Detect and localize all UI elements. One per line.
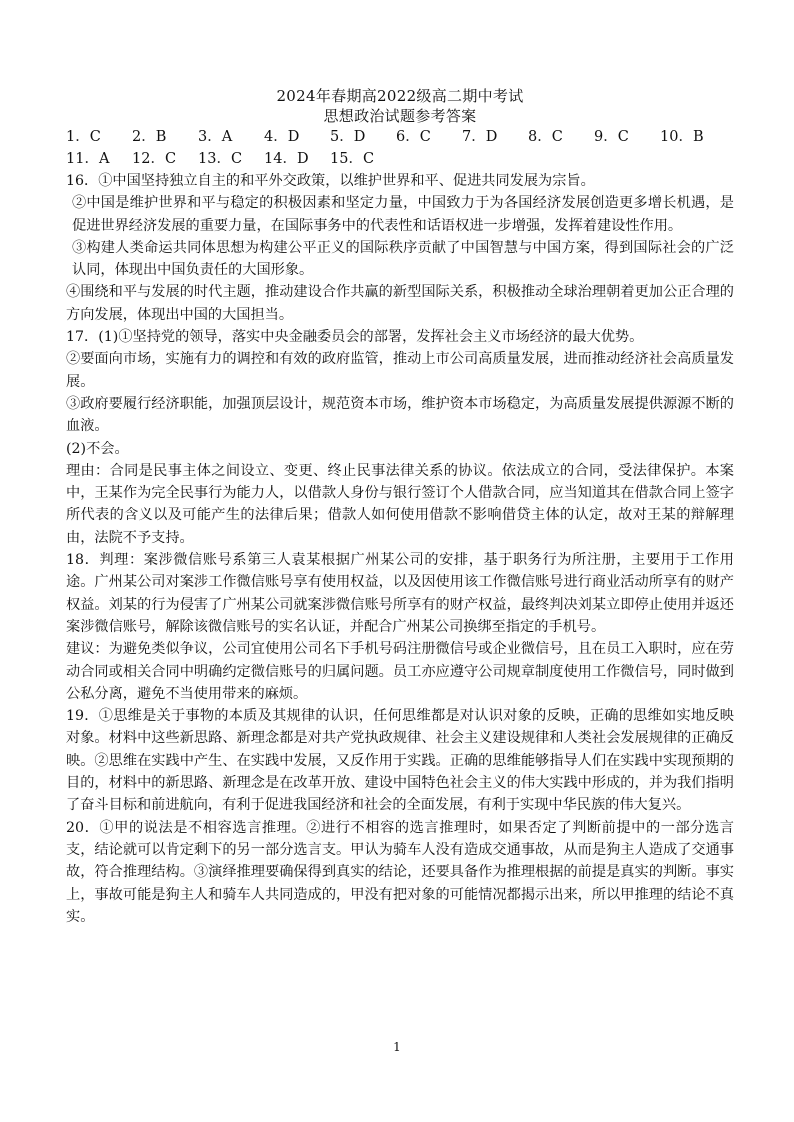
answer-item: 2．B <box>132 129 167 145</box>
answer-item: 8．C <box>528 129 563 145</box>
document-subtitle: 思想政治试题参考答案 <box>323 107 477 125</box>
answer-item: 13．C <box>198 151 243 167</box>
q17-reason: 理由：合同是民事主体之间设立、变更、终止民事法律关系的协议。依法成立的合同，受法律保护。本案中，王某作为完全民事行为能力人，以借款人身份与银行签订个人借款合同，应当知道其在借款合同上签字所代表的含义以及可能产生的法律后果；借款人如何使用借款不影响借贷主体的认定，故对王某的辩解理由，法院不予支持。 <box>66 462 734 546</box>
multiple-choice-answers-row-1 <box>66 126 734 148</box>
answer-item: 15．C <box>330 151 375 167</box>
q16-point-1: 16．①中国坚持独立自主的和平外交政策，以维护世界和平、促进共同发展为宗旨。 <box>66 173 595 189</box>
answer-item: 11．A <box>66 151 110 167</box>
answer-item: 1．C <box>66 129 101 145</box>
answer-item: 12．C <box>132 151 177 167</box>
answer-item: 7．D <box>462 129 498 145</box>
q18-suggestion: 建议：为避免类似争议，公司宜使用公司名下手机号码注册微信号或企业微信号，且在员工入职时，应在劳动合同或相关合同中明确约定微信账号的归属问题。员工亦应遵守公司规章制度使用工作微信号，同时做到公私分离，避免不当使用带来的麻烦。 <box>66 641 734 702</box>
q17-point-3: ③政府要履行经济职能，加强顶层设计，规范资本市场，维护资本市场稳定，为高质量发展提供源源不断的血液。 <box>66 395 734 435</box>
answer-item: 4．D <box>264 129 300 145</box>
answer-key-content <box>66 86 734 928</box>
answer-item: 6．C <box>396 129 431 145</box>
q17-part-2: (2)不会。 <box>66 440 129 457</box>
q19-answer: 19．①思维是关于事物的本质及其规律的认识，任何思维都是对认识对象的反映，正确的思维如实地反映对象。材料中这些新思路、新理念都是对共产党执政规律、社会主义建设规律和人类社会发展规律的正确反映。②思维在实践中产生、在实践中发展，又反作用于实践。正确的思维能够指导人们在实践中实现预期的目的，材料中的新思路、新理念是在改革开放、建设中国特色社会主义的伟大实践中形成的，并为我们指明了奋斗目标和前进航向，有利于促进我国经济和社会的全面发展，有利于实现中华民族的伟大复兴。 <box>66 708 734 814</box>
multiple-choice-answers-row-2 <box>66 148 734 170</box>
answer-item: 14．D <box>264 151 309 167</box>
page-number: 1 <box>393 1040 401 1054</box>
q20-answer: 20．①甲的说法是不相容选言推理。②进行不相容的选言推理时，如果否定了判断前提中的一部分选言支，结论就可以肯定剩下的另一部分选言支。甲认为骑车人没有造成交通事故，从而是狗主人造成了交通事故，符合推理结构。③演绎推理要确保得到真实的结论，还要具备作为推理根据的前提是真实的判断。事实上，事故可能是狗主人和骑车人共同造成的，甲没有把对象的可能情况都揭示出来，所以甲推理的结论不真实。 <box>66 819 734 925</box>
q16-point-4: ④围绕和平与发展的时代主题，推动建设合作共赢的新型国际关系，积极推动全球治理朝着更加公正合理的方向发展，体现出中国的大国担当。 <box>66 284 734 323</box>
answer-item: 3．A <box>198 129 233 145</box>
q18-judgment: 18．判理：案涉微信账号系第三人袁某根据广州某公司的安排，基于职务行为所注册，主要用于工作用途。广州某公司对案涉工作微信账号享有使用权益，以及因使用该工作微信账号进行商业活动所享有的财产权益。刘某的行为侵害了广州某公司就案涉微信账号所享有的财产权益，最终判决刘某立即停止使用并返还案涉微信账号，解除该微信账号的实名认证，并配合广州某公司换绑至指定的手机号。 <box>66 552 734 635</box>
q17-point-2: ②要面向市场，实施有力的调控和有效的政府监管，推动上市公司高质量发展，进而推动经济社会高质量发展。 <box>66 351 734 390</box>
answer-item: 10．B <box>660 129 704 145</box>
q16-point-3: ③构建人类命运共同体思想为构建公平正义的国际秩序贡献了中国智慧与中国方案，得到国际社会的广泛认同，体现出中国负责任的大国形象。 <box>72 239 734 279</box>
q16-point-2: ②中国是维护世界和平与稳定的积极因素和坚定力量，中国致力于为各国经济发展创造更多增长机遇，是促进世界经济发展的重要力量，在国际事务中的代表性和话语权进一步增强，发挥着建设性作用。 <box>72 195 734 234</box>
document-title: 2024年春期高2022级高二期中考试 <box>276 87 524 105</box>
q17-point-1: 17．(1)①坚持党的领导，落实中央金融委员会的部署，发挥社会主义市场经济的最大优势。 <box>66 329 644 346</box>
answer-item: 9．C <box>594 129 629 145</box>
answer-item: 5．D <box>330 129 366 145</box>
